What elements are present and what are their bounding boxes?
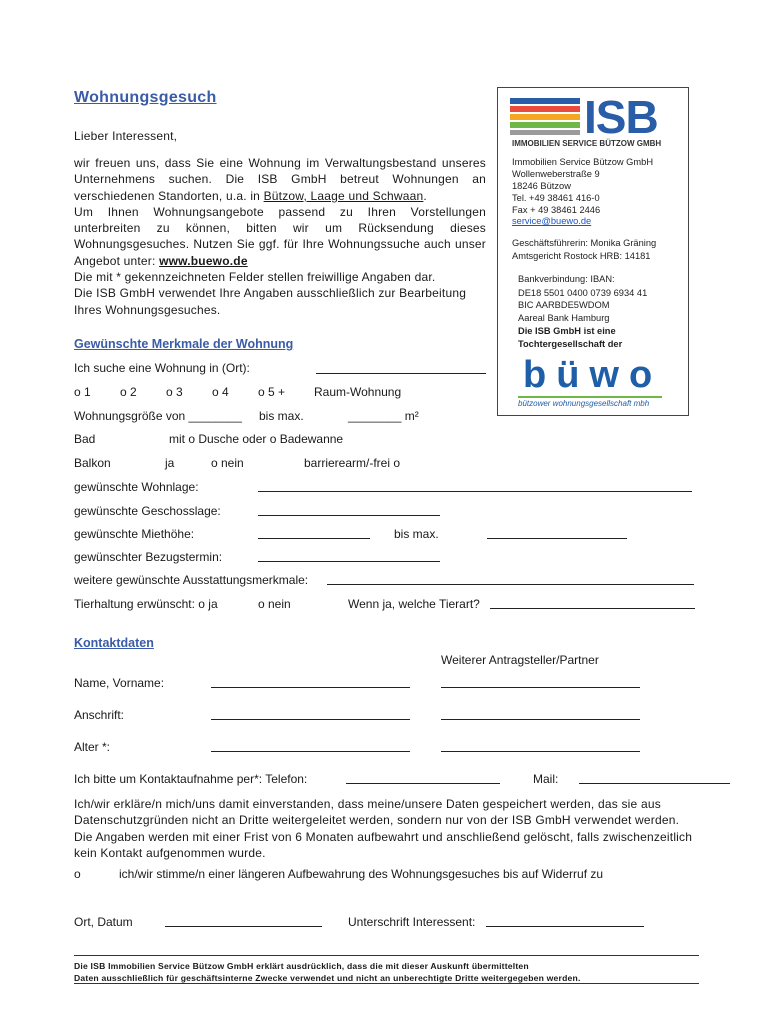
- area-field[interactable]: [258, 491, 692, 492]
- room-option-1[interactable]: o 1: [74, 385, 91, 399]
- features-heading: Gewünschte Merkmale der Wohnung: [74, 337, 294, 351]
- company-name: Immobilien Service Bützow GmbH: [512, 157, 654, 167]
- age-field[interactable]: [211, 751, 410, 752]
- bic: BIC AARBDE5WDOM: [518, 300, 610, 310]
- footer-top-rule: [74, 955, 699, 956]
- balcony-yes[interactable]: ja: [165, 456, 175, 470]
- age-label: Alter *:: [74, 740, 111, 754]
- rent-label: gewünschte Miethöhe:: [74, 527, 195, 541]
- address-field[interactable]: [211, 719, 410, 720]
- balcony-no[interactable]: o nein: [211, 456, 244, 470]
- area-label: gewünschte Wohnlage:: [74, 480, 199, 494]
- room-option-4[interactable]: o 4: [212, 385, 229, 399]
- partner-address-field[interactable]: [441, 719, 640, 720]
- signature-label: Unterschrift Interessent:: [348, 915, 476, 929]
- rent-from-field[interactable]: [258, 538, 370, 539]
- subsidiary-note-2: Tochtergesellschaft der: [518, 339, 623, 349]
- place-date-field[interactable]: [165, 926, 322, 927]
- location-label: Ich suche eine Wohnung in (Ort):: [74, 361, 250, 375]
- phone-field[interactable]: [346, 783, 500, 784]
- name-label: Name, Vorname:: [74, 676, 165, 690]
- contact-request-label: Ich bitte um Kontaktaufnahme per*: Telefon:: [74, 772, 308, 786]
- rent-to-field[interactable]: [487, 538, 627, 539]
- longer-storage-checkbox[interactable]: o: [74, 867, 81, 881]
- location-field[interactable]: [316, 373, 486, 374]
- floor-label: gewünschte Geschosslage:: [74, 504, 221, 518]
- buewo-logo-subtitle: bützower wohnungsgesellschaft mbh: [518, 399, 650, 408]
- address-label: Anschrift:: [74, 708, 125, 722]
- isb-logo: [508, 91, 683, 148]
- pets-which-field[interactable]: [490, 608, 695, 609]
- pets-no[interactable]: o nein: [258, 597, 291, 611]
- room-option-2[interactable]: o 2: [120, 385, 137, 399]
- balcony-label: Balkon: [74, 456, 111, 470]
- signature-field[interactable]: [486, 926, 644, 927]
- room-option-3[interactable]: o 3: [166, 385, 183, 399]
- intro-text: wir freuen uns, dass Sie eine Wohnung im Verwaltungsbestand unseres Unternehmens suchen. Die ISB GmbH betreut Wohnungen an verschiedenen Standorten, u.a. in Bützow, Laage und Schwaan. Um Ihnen Wohnungsangebote passend zu Ihren Vorstellungen unterbreiten zu können, bitten wir um Rücksendung dieses Wohnungsgesuches. Nutzen Sie ggf. für Ihre Wohnungssuche auch unser Angebot unter: www.buewo.de Die mit * gekennzeichneten Felder stellen freiwillige Angaben dar. Die ISB GmbH verwendet Ihre Angaben ausschließlich zur Bearbeitung Ihres Wohnungsgesuches.: [74, 156, 486, 317]
- company-email-link[interactable]: service@buewo.de: [512, 216, 592, 226]
- place-date-label: Ort, Datum: [74, 915, 133, 929]
- greeting: Lieber Interessent,: [74, 129, 178, 143]
- isb-logo-text: ISB: [584, 91, 658, 143]
- extras-label: weitere gewünschte Ausstattungsmerkmale:: [74, 573, 309, 587]
- move-in-field[interactable]: [258, 561, 440, 562]
- mail-label: Mail:: [533, 772, 559, 786]
- pets-which-label: Wenn ja, welche Tierart?: [348, 597, 480, 611]
- room-option-5-plus[interactable]: o 5 +: [258, 385, 286, 399]
- rooms-label: Raum-Wohnung: [314, 385, 402, 399]
- isb-logo-subtitle: IMMOBILIEN SERVICE BÜTZOW GMBH: [512, 139, 662, 148]
- buewo-logo: büwo: [523, 354, 663, 396]
- locations-link: Bützow, Laage und Schwaan: [263, 188, 424, 203]
- name-field[interactable]: [211, 687, 410, 688]
- company-court: Amtsgericht Rostock HRB: 14181: [512, 251, 651, 261]
- consent-text: Ich/wir erkläre/n mich/uns damit einverstanden, dass meine/unsere Daten gespeichert werden, das sie aus Datenschutzgründen nicht an Dritte weitergeleitet werden, sondern nur von der ISB GmbH verwendet werden. Die Angaben werden mit einer Frist von 6 Monaten aufbewahrt und anschließend gelöscht, falls zwischenzeitlich kein Kontakt aufgenommen wurde.: [74, 797, 693, 860]
- bank-label: Bankverbindung: IBAN:: [518, 274, 615, 284]
- partner-column-label: Weiterer Antragsteller/Partner: [441, 653, 599, 667]
- bath-label: Bad: [74, 432, 96, 446]
- footer-bottom-rule: [74, 983, 699, 984]
- bath-options[interactable]: mit o Dusche oder o Badewanne: [169, 432, 344, 446]
- longer-storage-label: ich/wir stimme/n einer längeren Aufbewahrung des Wohnungsgesuches bis auf Widerruf zu: [119, 867, 604, 881]
- subsidiary-note-1: Die ISB GmbH ist eine: [518, 326, 616, 336]
- partner-name-field[interactable]: [441, 687, 640, 688]
- partner-age-field[interactable]: [441, 751, 640, 752]
- website-link[interactable]: www.buewo.de: [159, 253, 248, 268]
- floor-field[interactable]: [258, 515, 440, 516]
- size-to-field[interactable]: ________ m²: [348, 409, 419, 423]
- move-in-label: gewünschter Bezugstermin:: [74, 550, 223, 564]
- rent-to-label: bis max.: [394, 527, 439, 541]
- pets-yes[interactable]: Tierhaltung erwünscht: o ja: [74, 597, 218, 611]
- footer-disclaimer: Die ISB Immobilien Service Bützow GmbH erklärt ausdrücklich, dass die mit dieser Auskunft übermittelten Daten ausschließlich für geschäftsinterne Zwecke verwendet und nicht an unberechtigte Dritte weitergegeben werden.: [74, 961, 581, 983]
- barrier-free-option[interactable]: barrierearm/-frei o: [304, 456, 401, 470]
- contact-heading: Kontaktdaten: [74, 636, 154, 650]
- bank-name: Aareal Bank Hamburg: [518, 313, 610, 323]
- company-city: 18246 Bützow: [512, 181, 571, 191]
- company-phone: Tel. +49 38461 416-0: [512, 193, 600, 203]
- company-fax: Fax + 49 38461 2446: [512, 205, 601, 215]
- company-ceo: Geschäftsführerin: Monika Gräning: [512, 238, 657, 248]
- page-title: Wohnungsgesuch: [74, 89, 217, 106]
- extras-field[interactable]: [327, 584, 694, 585]
- size-to-label: bis max.: [259, 409, 304, 423]
- mail-field[interactable]: [579, 783, 730, 784]
- size-from[interactable]: Wohnungsgröße von ________: [74, 409, 242, 423]
- company-street: Wollenweberstraße 9: [512, 169, 600, 179]
- buewo-logo-rule: [518, 396, 662, 398]
- iban: DE18 5501 0400 0739 6934 41: [518, 288, 648, 298]
